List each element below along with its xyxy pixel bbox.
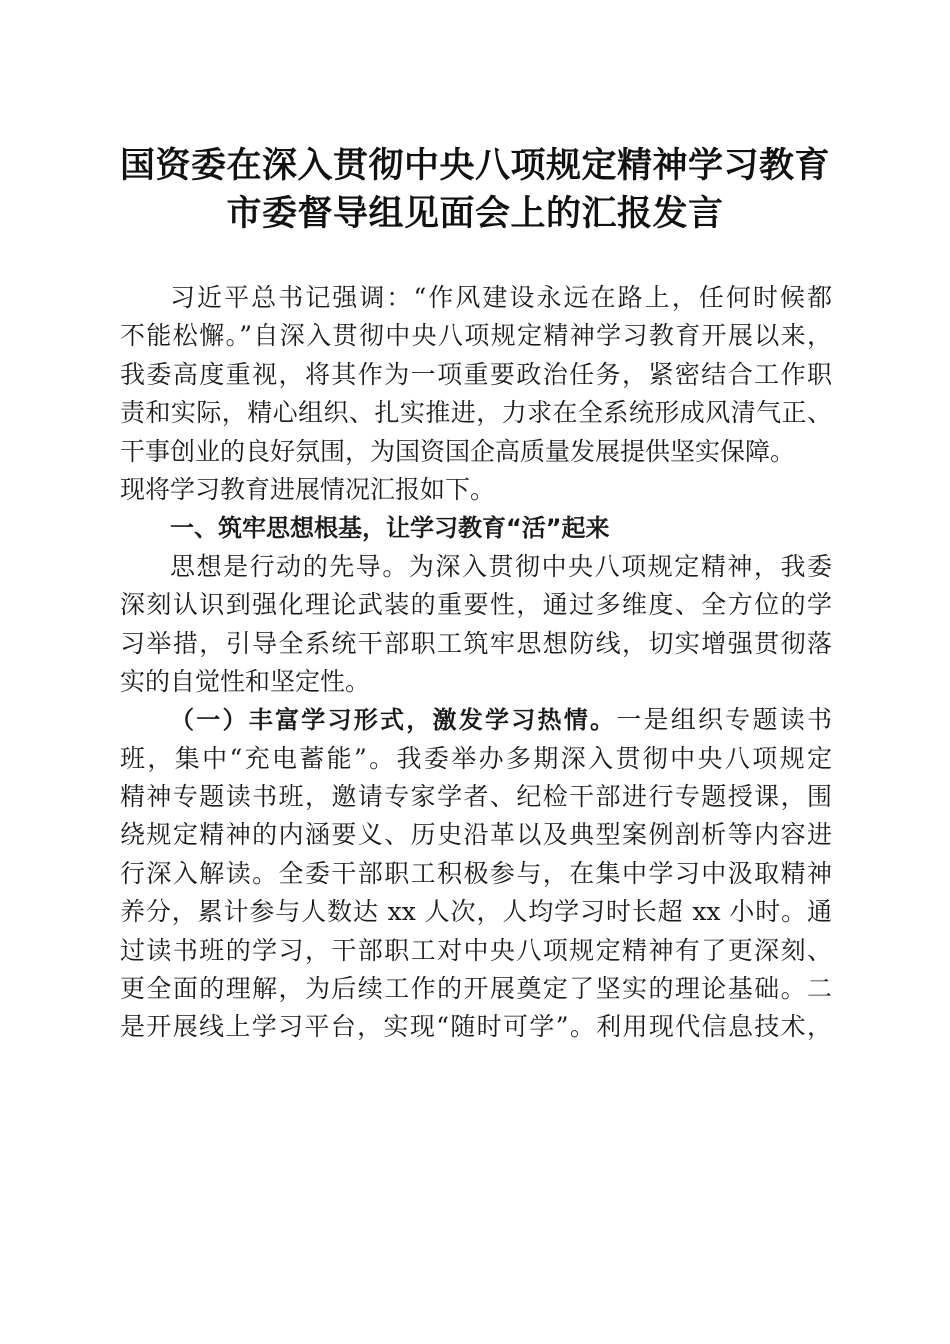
section-heading: 一、筑牢思想根基，让学习教育“活”起来 xyxy=(170,514,610,543)
subsection1-line: 精神专题读书班，邀请专家学者、纪检干部进行专题授课，围 xyxy=(120,782,832,812)
document-title-line-1: 国资委在深入贯彻中央八项规定精神学习教育 xyxy=(119,145,830,186)
intro-line: 不能松懈。”自深入贯彻中央八项规定精神学习教育开展以来， xyxy=(120,321,832,351)
intro-line: 我委高度重视，将其作为一项重要政治任务，紧密结合工作职 xyxy=(120,359,832,389)
document-title-line-2: 市委督导组见面会上的汇报发言 xyxy=(226,193,724,234)
subsection1-line: 是开展线上学习平台，实现“随时可学”。利用现代信息技术， xyxy=(120,1012,832,1042)
subsection1-first-line xyxy=(120,701,832,739)
section1-line: 实的自觉性和坚定性。 xyxy=(120,666,371,696)
subsection1-line: 绕规定精神的内涵要义、历史沿革以及典型案例剖析等内容进 xyxy=(120,820,832,850)
intro-line: 现将学习教育进展情况汇报如下。 xyxy=(120,474,496,504)
subsection1-line: 行深入解读。全委干部职工积极参与，在集中学习中汲取精神 xyxy=(120,858,832,888)
subsection1-line: 更全面的理解，为后续工作的开展奠定了坚实的理论基础。二 xyxy=(120,974,832,1004)
section1-line: 深刻认识到强化理论武装的重要性，通过多维度、全方位的学 xyxy=(120,590,832,620)
intro-line: 习近平总书记强调：“作风建设永远在路上，任何时候都 xyxy=(170,283,832,312)
section1-line: 思想是行动的先导。为深入贯彻中央八项规定精神，我委 xyxy=(170,551,832,581)
intro-line: 干事创业的良好氛围，为国资国企高质量发展提供坚实保障。 xyxy=(120,436,796,466)
subsection1-line: 班，集中“充电蓄能”。我委举办多期深入贯彻中央八项规定 xyxy=(120,743,832,773)
intro-line: 责和实际，精心组织、扎实推进，力求在全系统形成风清气正、 xyxy=(120,398,832,428)
subsection1-first-line-rest: 一是组织专题读书 xyxy=(616,705,832,735)
document-body xyxy=(120,279,832,1047)
subsection1-line: 养分，累计参与人数达 xx 人次，人均学习时长超 xx 小时。通 xyxy=(120,897,832,927)
section1-line: 习举措，引导全系统干部职工筑牢思想防线，切实增强贯彻落 xyxy=(120,628,832,658)
subsection-heading: （一）丰富学习形式，激发学习热情。 xyxy=(170,706,617,735)
subsection1-line: 过读书班的学习，干部职工对中央八项规定精神有了更深刻、 xyxy=(120,935,832,965)
